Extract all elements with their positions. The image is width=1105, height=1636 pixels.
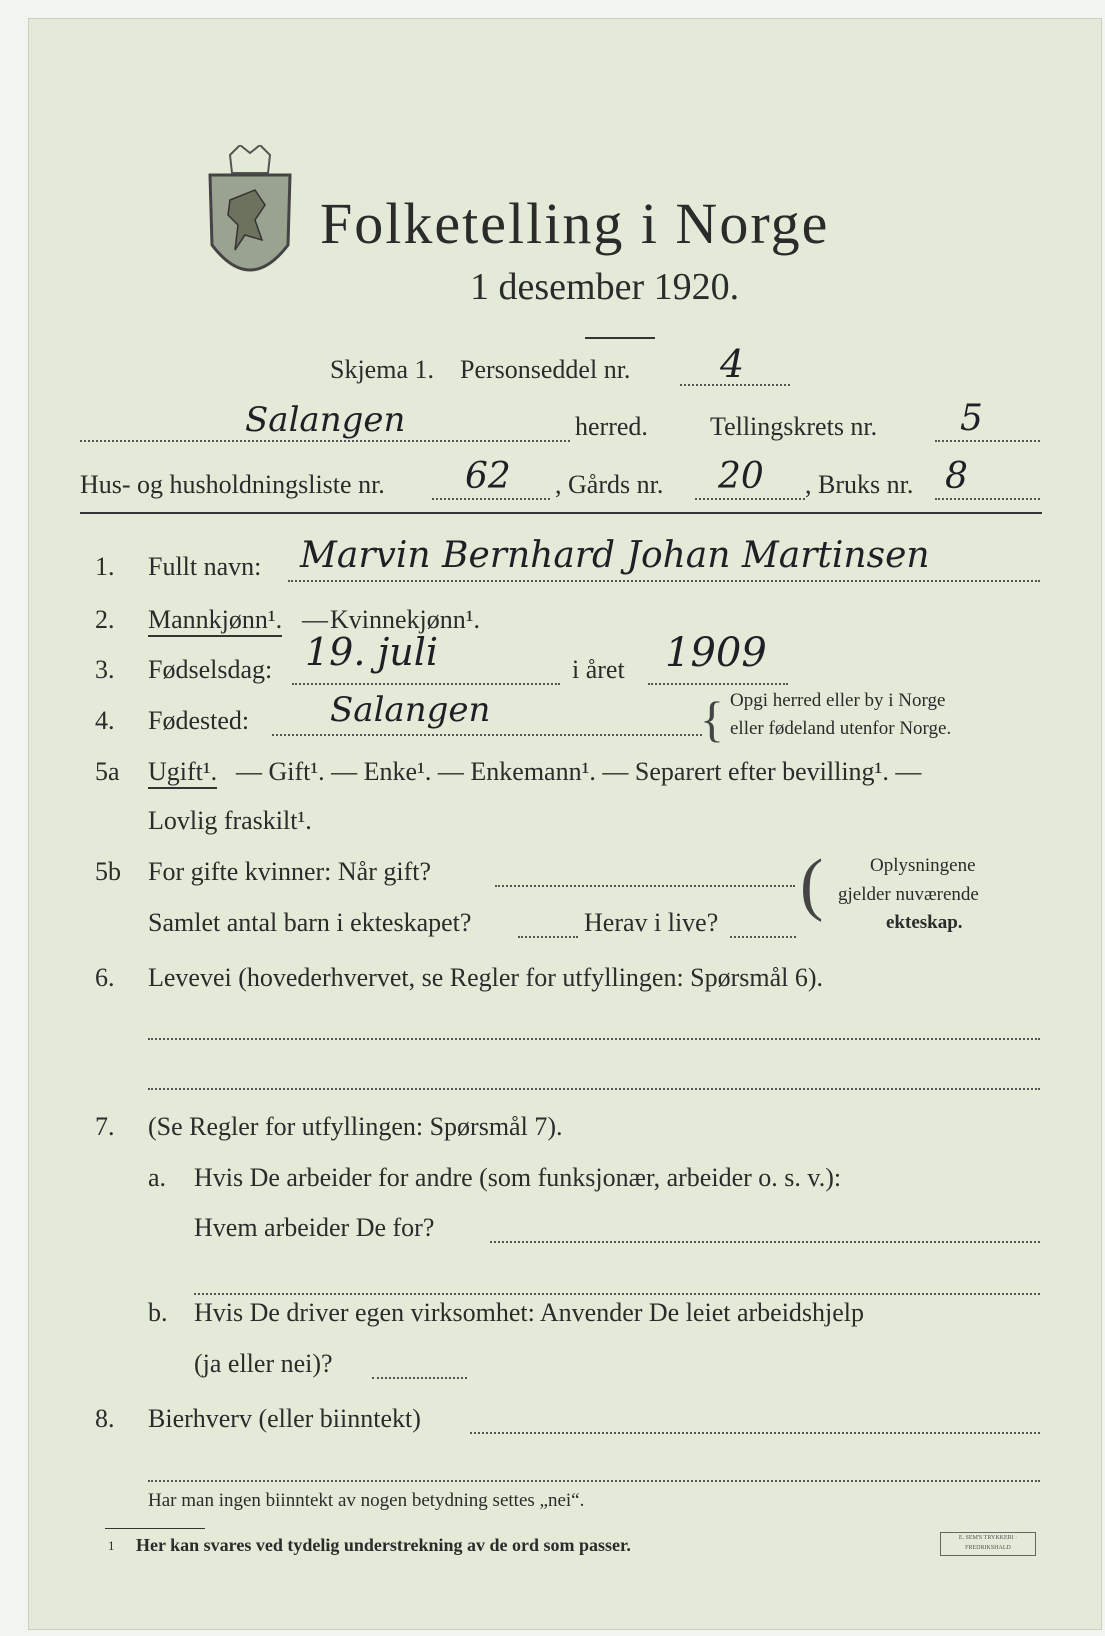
- q7a-number: a.: [148, 1163, 167, 1192]
- children-count-label: Samlet antal barn i ekteskapet?: [148, 908, 472, 937]
- gards-value[interactable]: 20: [718, 456, 764, 497]
- employer-label: Hvem arbeider De for?: [194, 1213, 435, 1242]
- birthplace-value[interactable]: Salangen: [330, 690, 491, 730]
- q6-number: 6.: [95, 963, 115, 992]
- occupation-line-2[interactable]: [148, 1088, 1040, 1090]
- birthdate-value[interactable]: 19. juli: [305, 630, 439, 674]
- gards-label: , Gårds nr.: [555, 470, 664, 499]
- birthdate-label: Fødselsdag:: [148, 655, 273, 684]
- marriage-note-brace: (: [800, 846, 824, 923]
- personseddel-value[interactable]: 4: [720, 342, 745, 386]
- header-separator: [80, 512, 1042, 514]
- footnote-text: Her kan svares ved tydelig understrekning av de ord som passer.: [136, 1535, 631, 1555]
- divorced-option[interactable]: Lovlig fraskilt¹.: [148, 806, 312, 835]
- form-date: 1 desember 1920.: [470, 266, 740, 308]
- tellingskrets-label: Tellingskrets nr.: [710, 412, 878, 441]
- husholdning-value[interactable]: 62: [465, 456, 511, 497]
- q1-number: 1.: [95, 552, 115, 581]
- hired-help-label: (ja eller nei)?: [194, 1349, 333, 1378]
- title-divider: [585, 337, 655, 339]
- full-name-label: Fullt navn:: [148, 552, 262, 581]
- unmarried-option[interactable]: Ugift¹.: [148, 757, 217, 789]
- birthyear-label: i året: [572, 655, 625, 684]
- q7-label: (Se Regler for utfyllingen: Spørsmål 7).: [148, 1112, 563, 1141]
- employer-line-2[interactable]: [194, 1293, 1040, 1295]
- tellingskrets-value[interactable]: 5: [960, 398, 983, 439]
- children-alive-label: Herav i live?: [584, 908, 719, 937]
- hired-help-line[interactable]: [372, 1377, 467, 1379]
- herred-label: herred.: [575, 412, 648, 441]
- birthplace-note-2: eller fødeland utenfor Norge.: [730, 718, 952, 739]
- marital-options[interactable]: — Gift¹. — Enke¹. — Enkemann¹. — Separert efter bevilling¹. —: [236, 757, 922, 786]
- q3-number: 3.: [95, 655, 115, 684]
- herred-value[interactable]: Salangen: [245, 400, 406, 440]
- birthplace-note-1: Opgi herred eller by i Norge: [730, 690, 946, 711]
- q8-number: 8.: [95, 1404, 115, 1433]
- side-income-label: Bierhverv (eller biinntekt): [148, 1404, 421, 1433]
- side-income-line-1[interactable]: [470, 1432, 1040, 1434]
- coat-of-arms-icon: [200, 145, 300, 290]
- bruks-label: , Bruks nr.: [805, 470, 914, 499]
- personseddel-label: Personseddel nr.: [460, 355, 631, 384]
- marriage-note-2: gjelder nuværende: [838, 884, 979, 905]
- q7b-text: Hvis De driver egen virksomhet: Anvender De leiet arbeidshjelp: [194, 1298, 865, 1327]
- birthplace-label: Fødested:: [148, 706, 250, 735]
- male-option[interactable]: Mannkjønn¹.: [148, 605, 282, 637]
- marriage-note-1: Oplysningene: [870, 855, 976, 876]
- footnote-number: 1: [108, 1538, 115, 1553]
- q7-number: 7.: [95, 1112, 115, 1141]
- q5b-number: 5b: [95, 857, 121, 886]
- employer-line-1[interactable]: [490, 1241, 1040, 1243]
- form-title: Folketelling i Norge: [320, 191, 830, 256]
- footnote-divider: [105, 1528, 205, 1529]
- birthplace-brace: {: [700, 691, 724, 747]
- side-income-line-2[interactable]: [148, 1480, 1040, 1482]
- bruks-value[interactable]: 8: [945, 456, 968, 497]
- q4-number: 4.: [95, 706, 115, 735]
- side-income-note: Har man ingen biinntekt av nogen betydning settes „nei“.: [148, 1490, 585, 1511]
- q7a-text: Hvis De arbeider for andre (som funksjonær, arbeider o. s. v.):: [194, 1163, 842, 1192]
- female-option[interactable]: Kvinnekjønn¹.: [330, 605, 481, 634]
- occupation-line-1[interactable]: [148, 1038, 1040, 1040]
- marriage-note-3: ekteskap.: [886, 912, 963, 933]
- full-name-value[interactable]: Marvin Bernhard Johan Martinsen: [300, 535, 930, 576]
- q7b-number: b.: [148, 1298, 168, 1327]
- birthyear-value[interactable]: 1909: [665, 630, 767, 676]
- married-when-label: For gifte kvinner: Når gift?: [148, 857, 432, 886]
- q2-number: 2.: [95, 605, 115, 634]
- husholdning-label: Hus- og husholdningsliste nr.: [80, 470, 385, 499]
- occupation-label: Levevei (hovederhvervet, se Regler for utfyllingen: Spørsmål 6).: [148, 963, 824, 992]
- gender-separator: —: [302, 605, 328, 634]
- printer-stamp: E. SEM'S TRYKKERI · FREDRIKSHALD: [940, 1532, 1036, 1556]
- skjema-label: Skjema 1.: [330, 355, 434, 384]
- q5a-number: 5a: [95, 757, 120, 786]
